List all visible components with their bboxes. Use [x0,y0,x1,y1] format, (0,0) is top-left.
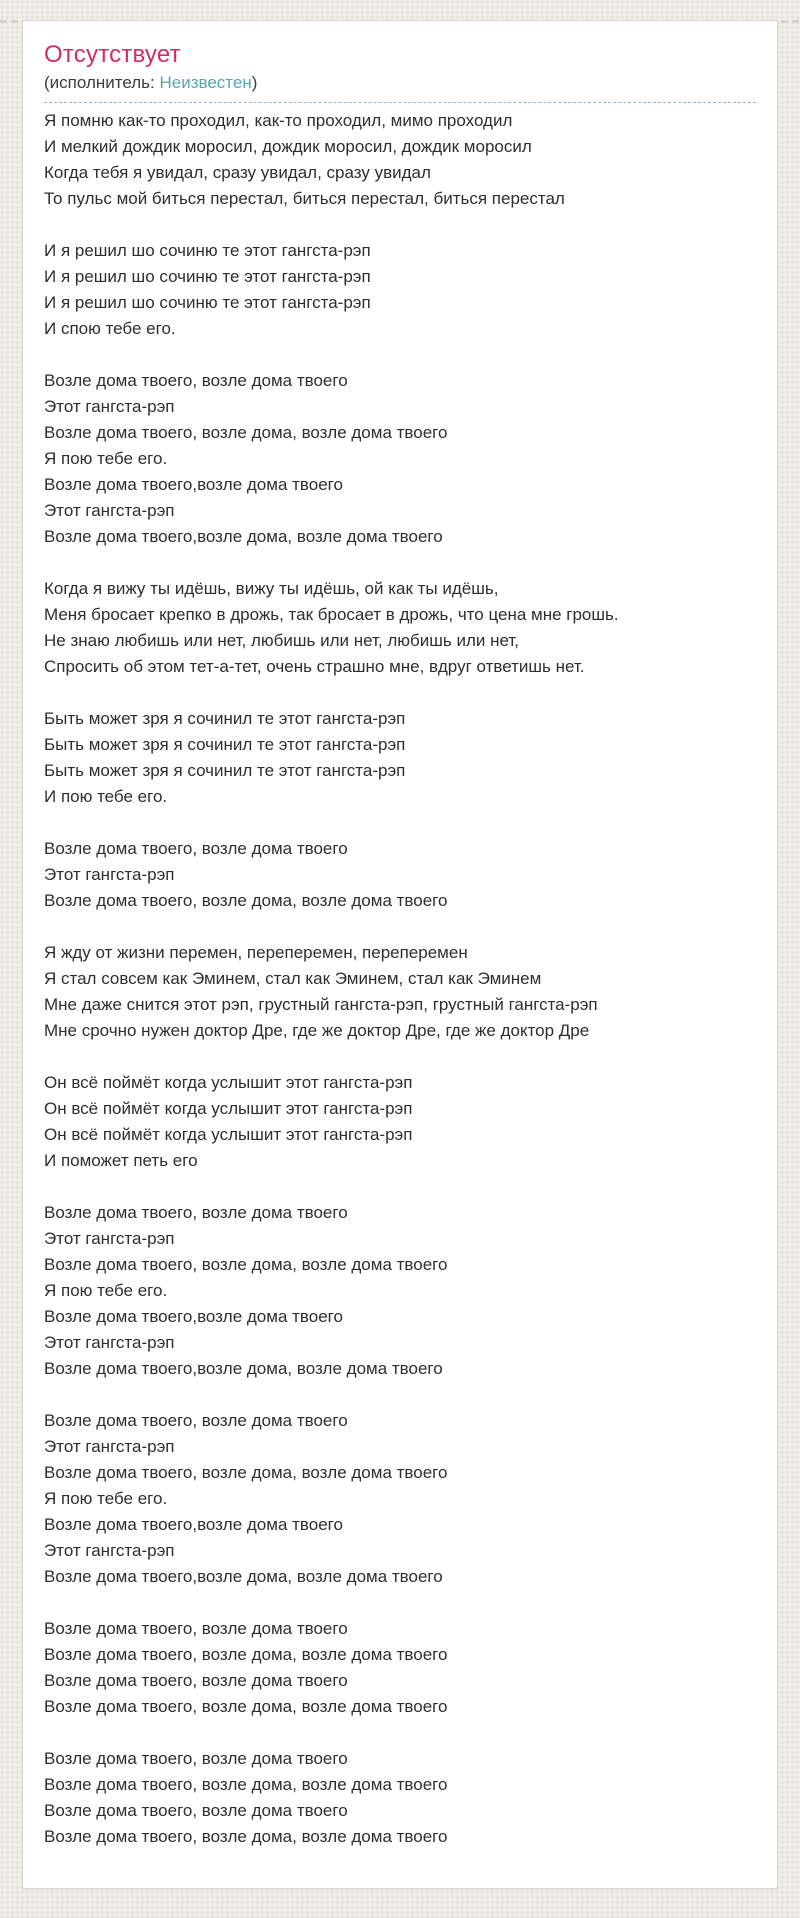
artist-link[interactable]: Неизвестен [159,73,252,92]
lyric-line: Этот гангста-рэп [44,1541,175,1560]
lyric-stanza [44,1746,756,1850]
lyric-line: Возле дома твоего, возле дома твоего [44,1801,348,1820]
lyric-line: Возле дома твоего, возле дома, возле дома твоего [44,1463,448,1482]
lyric-line: Я пою тебе его. [44,1281,168,1300]
lyric-line: Я пою тебе его. [44,449,168,468]
lyric-line: Возле дома твоего, возле дома, возле дома твоего [44,423,448,442]
lyric-line: Возле дома твоего, возле дома твоего [44,1411,348,1430]
lyric-line: И поможет петь его [44,1151,198,1170]
lyric-line: Он всё поймёт когда услышит этот гангста-рэп [44,1099,413,1118]
lyric-line: Мне срочно нужен доктор Дре, где же доктор Дре, где же доктор Дре [44,1021,590,1040]
lyric-line: Я пою тебе его. [44,1489,168,1508]
lyric-stanza [44,940,756,1044]
lyric-line: Меня бросает крепко в дрожь, так бросает в дрожь, что цена мне грошь. [44,605,619,624]
lyric-stanza [44,108,756,212]
lyric-line: Этот гангста-рэп [44,865,175,884]
lyric-line: И я решил шо сочиню те этот гангста-рэп [44,293,371,312]
lyric-line: Быть может зря я сочинил те этот гангста-рэп [44,709,406,728]
lyric-line: Возле дома твоего,возле дома твоего [44,1515,343,1534]
lyric-line: Возле дома твоего, возле дома, возле дома твоего [44,1775,448,1794]
lyric-line: Возле дома твоего, возле дома, возле дома твоего [44,891,448,910]
lyric-stanza [44,576,756,680]
lyric-line: Возле дома твоего, возле дома твоего [44,1749,348,1768]
lyric-line: И мелкий дождик моросил, дождик моросил, дождик моросил [44,137,532,156]
lyric-line: Я стал совсем как Эминем, стал как Эминем, стал как Эминем [44,969,542,988]
lyric-line: Возле дома твоего, возле дома твоего [44,839,348,858]
lyric-line: И спою тебе его. [44,319,176,338]
lyric-line: Не знаю любишь или нет, любишь или нет, любишь или нет, [44,631,519,650]
lyric-stanza [44,238,756,342]
lyric-line: И пою тебе его. [44,787,168,806]
lyric-line: Возле дома твоего, возле дома, возле дома твоего [44,1255,448,1274]
lyrics-text [44,108,756,1850]
lyric-line: Возле дома твоего,возле дома, возле дома твоего [44,1359,443,1378]
lyric-stanza [44,1070,756,1174]
lyric-line: Быть может зря я сочинил те этот гангста-рэп [44,761,406,780]
lyric-line: Я помню как-то проходил, как-то проходил, мимо проходил [44,111,513,130]
lyric-line: Возле дома твоего,возле дома твоего [44,475,343,494]
lyric-line: Возле дома твоего,возле дома, возле дома твоего [44,527,443,546]
lyric-line: Возле дома твоего, возле дома, возле дома твоего [44,1827,448,1846]
lyric-stanza [44,1408,756,1590]
lyric-line: Возле дома твоего, возле дома твоего [44,371,348,390]
lyric-line: Возле дома твоего,возле дома твоего [44,1307,343,1326]
lyric-stanza [44,706,756,810]
lyric-line: Спросить об этом тет-а-тет, очень страшно мне, вдруг ответишь нет. [44,657,585,676]
lyric-line: Он всё поймёт когда услышит этот гангста-рэп [44,1125,413,1144]
lyric-stanza [44,1616,756,1720]
artist-line [44,72,756,103]
lyric-line: Этот гангста-рэп [44,397,175,416]
lyric-line: Он всё поймёт когда услышит этот гангста-рэп [44,1073,413,1092]
lyric-line: Этот гангста-рэп [44,1229,175,1248]
lyric-line: Возле дома твоего, возле дома, возле дома твоего [44,1645,448,1664]
lyric-line: Когда тебя я увидал, сразу увидал, сразу увидал [44,163,431,182]
lyric-line: То пульс мой биться перестал, биться перестал, биться перестал [44,189,565,208]
lyric-line: Этот гангста-рэп [44,501,175,520]
lyric-line: Возле дома твоего, возле дома твоего [44,1619,348,1638]
lyric-line: Этот гангста-рэп [44,1333,175,1352]
lyric-line: Возле дома твоего, возле дома твоего [44,1203,348,1222]
lyric-line: Этот гангста-рэп [44,1437,175,1456]
artist-label-suffix: ) [251,73,258,92]
lyric-line: Быть может зря я сочинил те этот гангста-рэп [44,735,406,754]
lyric-line: Я жду от жизни перемен, переперемен, переперемен [44,943,468,962]
lyric-line: Возле дома твоего, возле дома, возле дома твоего [44,1697,448,1716]
lyric-stanza [44,836,756,914]
lyric-stanza [44,368,756,550]
song-title: Отсутствует [44,41,181,68]
lyric-line: И я решил шо сочиню те этот гангста-рэп [44,267,371,286]
lyric-stanza [44,1200,756,1382]
page-background [0,20,800,1918]
artist-label-prefix: (исполнитель: [44,73,160,92]
lyric-line: Возле дома твоего, возле дома твоего [44,1671,348,1690]
lyric-line: Возле дома твоего,возле дома, возле дома твоего [44,1567,443,1586]
lyric-line: И я решил шо сочиню те этот гангста-рэп [44,241,371,260]
lyric-line: Мне даже снится этот рэп, грустный гангста-рэп, грустный гангста-рэп [44,995,598,1014]
lyric-line: Когда я вижу ты идёшь, вижу ты идёшь, ой как ты идёшь, [44,579,499,598]
lyrics-card [22,20,778,1889]
